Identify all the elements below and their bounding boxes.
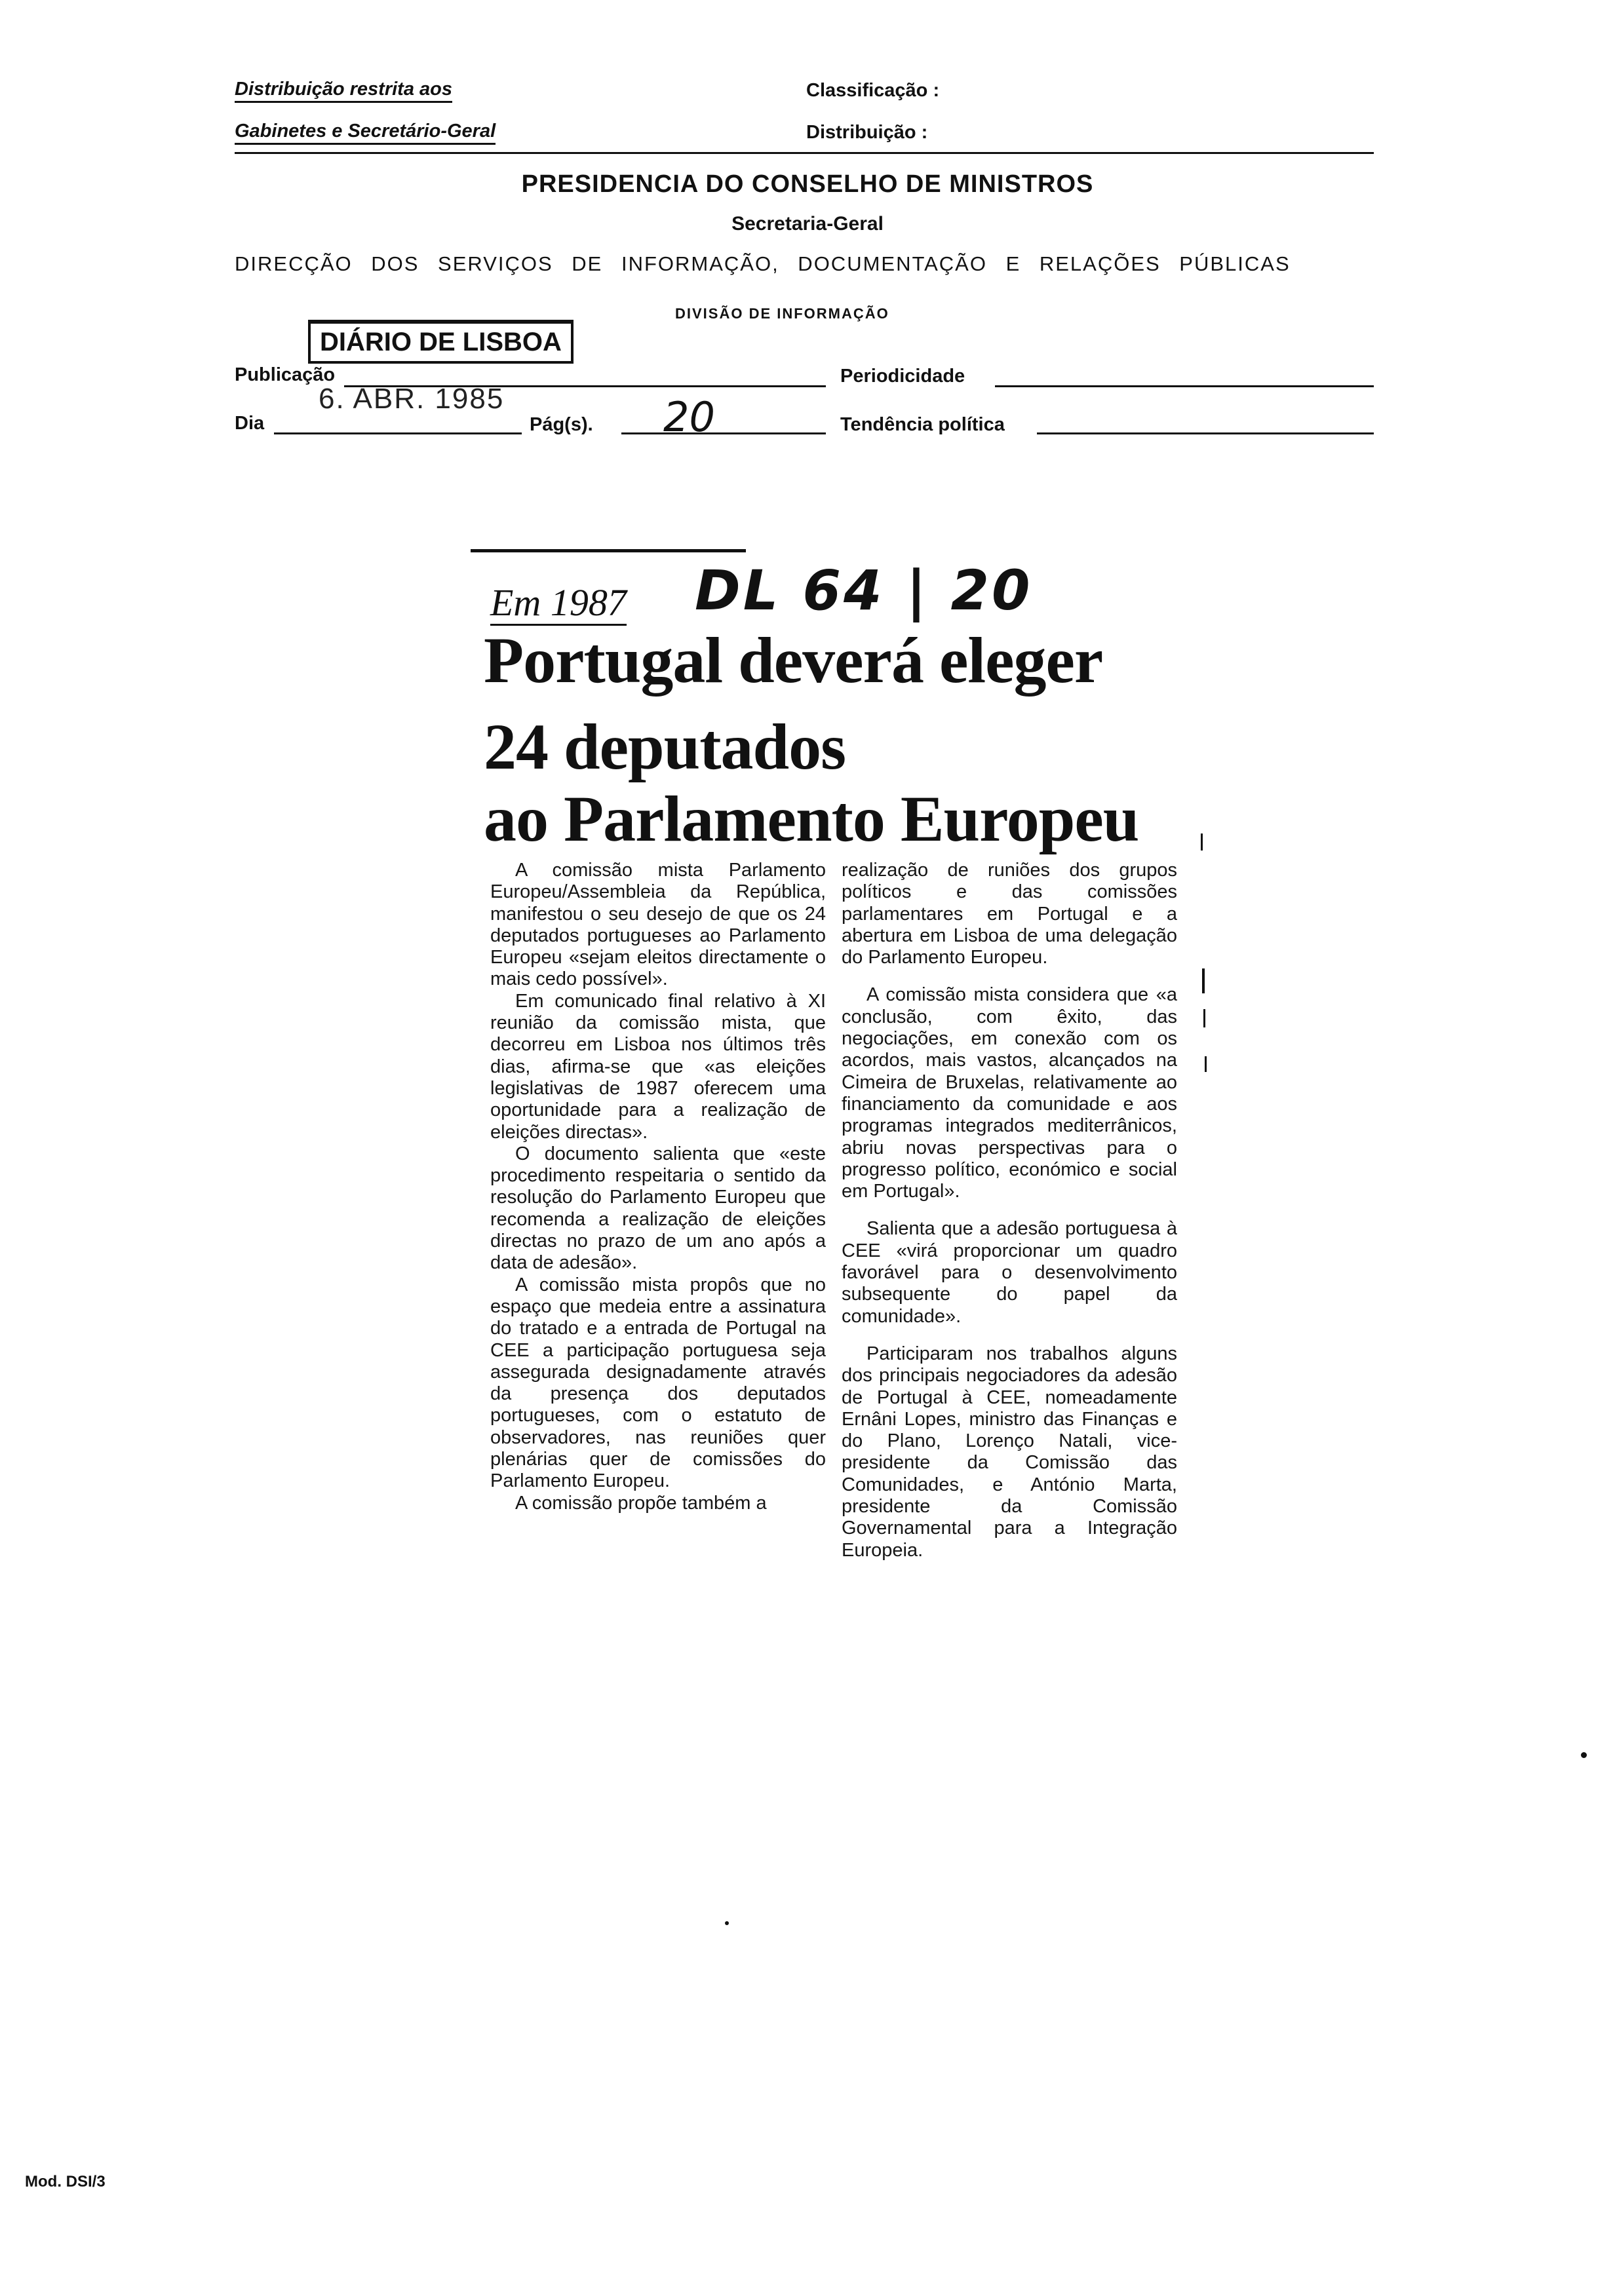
pages-label: Pág(s). bbox=[530, 414, 593, 435]
margin-mark bbox=[1205, 1056, 1207, 1072]
day-field-line bbox=[274, 432, 522, 434]
institution-title: PRESIDENCIA DO CONSELHO DE MINISTROS bbox=[521, 170, 1094, 198]
column-1-paragraph-4: A comissão mista propôs que no espaço que medeia entre a assinatura do tratado e a entrada de Portugal na CEE a participação portuguesa seja assegurada designadamente através da presença dos deputados portugueses, com o estatuto de observadores, nas reuniões quer plenárias quer de comissões do Parlamento Europeu. bbox=[490, 1274, 826, 1492]
column-1-paragraph-3: O documento salienta que «este procedimento respeitaria o sentido da resolução do Parlamento Europeu que recomenda a realização de eleições directas no prazo de um ano após a data de adesão». bbox=[490, 1143, 826, 1274]
publication-label: Publicação bbox=[235, 364, 336, 385]
article-kicker: Em 1987 bbox=[490, 581, 627, 624]
article-column-1 bbox=[490, 860, 826, 1514]
periodicity-label: Periodicidade bbox=[840, 366, 965, 387]
distribution-label: Distribuição : bbox=[806, 122, 928, 143]
directorate-title: DIRECÇÃO DOS SERVIÇOS DE INFORMAÇÃO, DOCUMENTAÇÃO E RELAÇÕES PÚBLICAS bbox=[235, 252, 1291, 275]
scan-speck bbox=[725, 1921, 729, 1925]
headline-line-2: 24 deputados bbox=[484, 710, 846, 783]
periodicity-field-line bbox=[995, 385, 1374, 387]
headline-line-1: Portugal deverá eleger bbox=[484, 624, 1103, 697]
handwritten-reference: DL 64 | 20 bbox=[695, 558, 1033, 622]
classification-label: Classificação : bbox=[806, 80, 940, 101]
tendency-field-line bbox=[1037, 432, 1374, 434]
restriction-line-2: Gabinetes e Secretário-Geral bbox=[235, 121, 496, 142]
column-2-paragraph-2: A comissão mista considera que «a conclusão, com êxito, das negociações, em conexão com os acordos, mais vastos, alcançados na Cimeira de Bruxelas, relativamente ao financiamento da comunidade e aos programas integrados mediterrânicos, abriu novas perspectivas para o progresso político, económico e social em Portugal». bbox=[842, 984, 1177, 1202]
secretariat-title: Secretaria-Geral bbox=[731, 213, 884, 235]
margin-mark bbox=[1201, 833, 1203, 851]
pages-field-line bbox=[621, 432, 826, 434]
form-model-code: Mod. DSI/3 bbox=[25, 2173, 106, 2191]
column-2-paragraph-3: Salienta que a adesão portuguesa à CEE «virá proporcionar um quadro favorável para o desenvolvimento subsequente do papel da comunidade». bbox=[842, 1218, 1177, 1327]
header-rule bbox=[235, 152, 1374, 154]
scan-speck bbox=[1581, 1752, 1587, 1758]
pages-handwritten-value: 20 bbox=[663, 393, 715, 441]
column-2-paragraph-4: Participaram nos trabalhos alguns dos principais negociadores da adesão de Portugal à CEE, nomeadamente Ernâni Lopes, ministro das Finanças e do Plano, Lorenço Natali, vice-presidente da Comissão das Comunidades, e António Marta, presidente da Comissão Governamental para a Integração Europeia. bbox=[842, 1343, 1177, 1561]
margin-mark bbox=[1202, 968, 1205, 993]
day-stamp-value: 6. ABR. 1985 bbox=[319, 383, 505, 415]
column-1-paragraph-2: Em comunicado final relativo à XI reunião da comissão mista, que decorreu em Lisboa nos últimos três dias, afirma-se que «as eleições legislativas de 1987 oferecem uma oportunidade para a realização de eleições directas». bbox=[490, 990, 826, 1143]
day-label: Dia bbox=[235, 413, 265, 434]
column-2-paragraph-1: realização de runiões dos grupos políticos e das comissões parlamentares em Portugal e a abertura em Lisboa de uma delegação do Parlamento Europeu. bbox=[842, 860, 1177, 968]
headline-line-3: ao Parlamento Europeu bbox=[484, 782, 1139, 855]
publication-stamp: DIÁRIO DE LISBOA bbox=[308, 320, 574, 364]
restriction-line-1: Distribuição restrita aos bbox=[235, 79, 452, 100]
article-column-2 bbox=[842, 860, 1177, 1561]
column-1-paragraph-1: A comissão mista Parlamento Europeu/Assembleia da República, manifestou o seu desejo de que os 24 deputados portugueses ao Parlamento Europeu «sejam eleitos directamente o mais cedo possível». bbox=[490, 860, 826, 990]
column-1-paragraph-5: A comissão propõe também a bbox=[515, 1492, 767, 1514]
tendency-label: Tendência política bbox=[840, 414, 1005, 435]
clipping-top-rule bbox=[471, 549, 746, 552]
division-title: DIVISÃO DE INFORMAÇÃO bbox=[675, 305, 889, 322]
margin-mark bbox=[1203, 1009, 1205, 1027]
